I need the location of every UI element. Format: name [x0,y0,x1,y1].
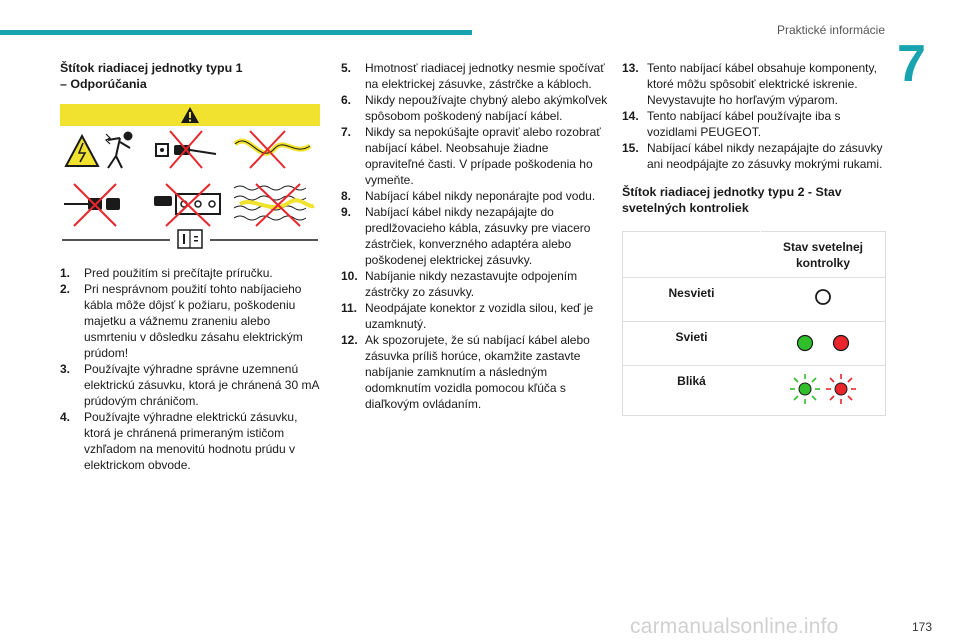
list-item [622,60,888,108]
type2-status-heading [622,184,888,216]
column-3 [622,60,888,416]
table-header-row [623,232,886,278]
header-accent-bar [0,30,472,35]
item-number: 15. [622,141,639,155]
table-row [623,366,886,416]
header-line: Stav svetelnej [782,240,864,254]
list-item [341,204,609,268]
led-on-icons [763,322,883,362]
list-item [341,60,609,92]
list-item [341,268,609,300]
warning-band [60,104,320,126]
heading-line: Štítok riadiacej jednotky typu 1 [60,61,243,75]
item-text: Nabíjanie nikdy nezastavujte odpojením zástrčky zo zásuvky. [365,269,578,299]
item-number: 12. [341,333,358,347]
led-cell [761,366,886,416]
safety-pictograms [60,126,320,254]
list-item [341,92,609,124]
item-text: Nikdy nepoužívajte chybný alebo akýmkoľvek spôsobom poškodený nabíjací kábel. [365,93,608,123]
watermark: carmanualsonline.info [630,615,839,638]
item-number: 2. [60,282,71,296]
page-number: 173 [912,620,933,634]
type1-label-heading [60,60,322,92]
item-text: Nikdy sa nepokúšajte opraviť alebo rozobrať nabíjací kábel. Neobsahuje žiadne opraviteľné časti. V prípade poškodenia ho vymeňte. [365,125,601,187]
no-unplug-icon [156,131,216,168]
list-item [60,265,322,281]
item-number: 13. [622,61,639,75]
list-item [60,361,322,409]
item-number: 3. [60,362,71,376]
led-cell [761,278,886,322]
item-text: Nabíjací kábel nikdy nezapájajte do zásuvky ani neodpájajte zo zásuvky mokrými rukami. [647,141,883,171]
item-text: Pri nesprávnom použití tohto nabíjacieho kábla môže dôjsť k požiaru, poškodeniu majetku a vážnemu zraneniu alebo usmrteniu v dôsledku zásahu elektrickým prúdom! [84,282,303,360]
table-row [623,278,886,322]
list-item [622,108,888,140]
item-text: Neodpájate konektor z vozidla silou, keď je uzamknutý. [365,301,594,331]
list-item [341,332,609,412]
item-text: Nabíjací kábel nikdy neponárajte pod vodu. [365,189,596,203]
led-blinking-icons [763,366,883,412]
heading-line: Štítok riadiacej jednotky typu 2 - Stav [622,185,842,199]
electric-shock-icon [66,136,98,166]
item-number: 8. [341,189,352,203]
item-number: 10. [341,269,358,283]
item-text: Tento nabíjací kábel obsahuje komponenty, ktoré môžu spôsobiť elektrické iskrenie. Nevystavujte ho horľavým výparom. [647,61,877,107]
red-led-icon [834,336,849,351]
list-item [60,281,322,361]
recommendations-list-end [622,60,888,172]
list-item [341,124,609,188]
column-2 [341,60,609,412]
item-text: Používajte výhradne elektrickú zásuvku, ktorá je chránená primeraným ističom vzhľadom na menovitú hodnotu prúdu v elektrickom obvode. [84,410,298,472]
item-number: 6. [341,93,352,107]
recommendations-list [60,265,322,473]
item-text: Pred použitím si prečítajte príručku. [84,266,273,280]
table-row [623,322,886,366]
item-number: 11. [341,301,358,315]
item-number: 7. [341,125,352,139]
no-water-icon [234,184,314,226]
no-power-strip-icon [154,184,220,226]
table-header-empty [623,232,761,278]
column-1 [60,60,322,473]
list-item [341,300,609,332]
list-item [341,188,609,204]
green-led-icon [798,336,813,351]
item-text: Hmotnosť riadiacej jednotky nesmie spočívať na elektrickej zásuvke, zástrčke a kábloch. [365,61,605,91]
heading-line: svetelných kontroliek [622,201,749,215]
section-title: Praktické informácie [776,23,885,37]
led-status-table [622,231,886,416]
recommendations-list-continued [341,60,609,412]
header-line: kontrolky [795,256,850,270]
item-text: Tento nabíjací kábel používajte iba s vozidlami PEUGEOT. [647,109,841,139]
item-text: Nabíjací kábel nikdy nezapájajte do predlžovacieho kábla, zásuvky pre viacero zástrčiek, konverzného adaptéra alebo poškodenej elektrickej zásuvky. [365,205,591,267]
item-number: 5. [341,61,352,75]
list-item [60,409,322,473]
item-number: 14. [622,109,639,123]
red-blinking-led-icon [826,374,856,404]
led-off-icon [763,278,883,318]
no-extension-icon [64,184,120,226]
green-blinking-led-icon [790,374,820,404]
item-number: 1. [60,266,71,280]
row-label: Svieti [623,322,761,366]
item-number: 9. [341,205,352,219]
heading-line: – Odporúčania [60,77,147,91]
item-text: Ak spozorujete, že sú nabíjací kábel alebo zásuvka príliš horúce, okamžite zastavte nabíjanie zamknutím a následným odomknutím vozidla pomocou kľúča s diaľkovým ovládaním. [365,333,590,411]
shocked-person-icon [106,133,132,169]
chapter-number: 7 [897,35,926,93]
led-cell [761,322,886,366]
damaged-cable-icon [235,131,310,168]
row-label: Bliká [623,366,761,416]
list-item [622,140,888,172]
warning-triangle-icon [180,106,200,124]
item-text: Používajte výhradne správne uzemnenú elektrickú zásuvku, ktorá je chránená 30 mA prúdovým chráničom. [84,362,319,408]
manual-book-icon [178,230,202,248]
row-label: Nesvieti [623,278,761,322]
table-column-header [761,232,886,278]
item-number: 4. [60,410,71,424]
